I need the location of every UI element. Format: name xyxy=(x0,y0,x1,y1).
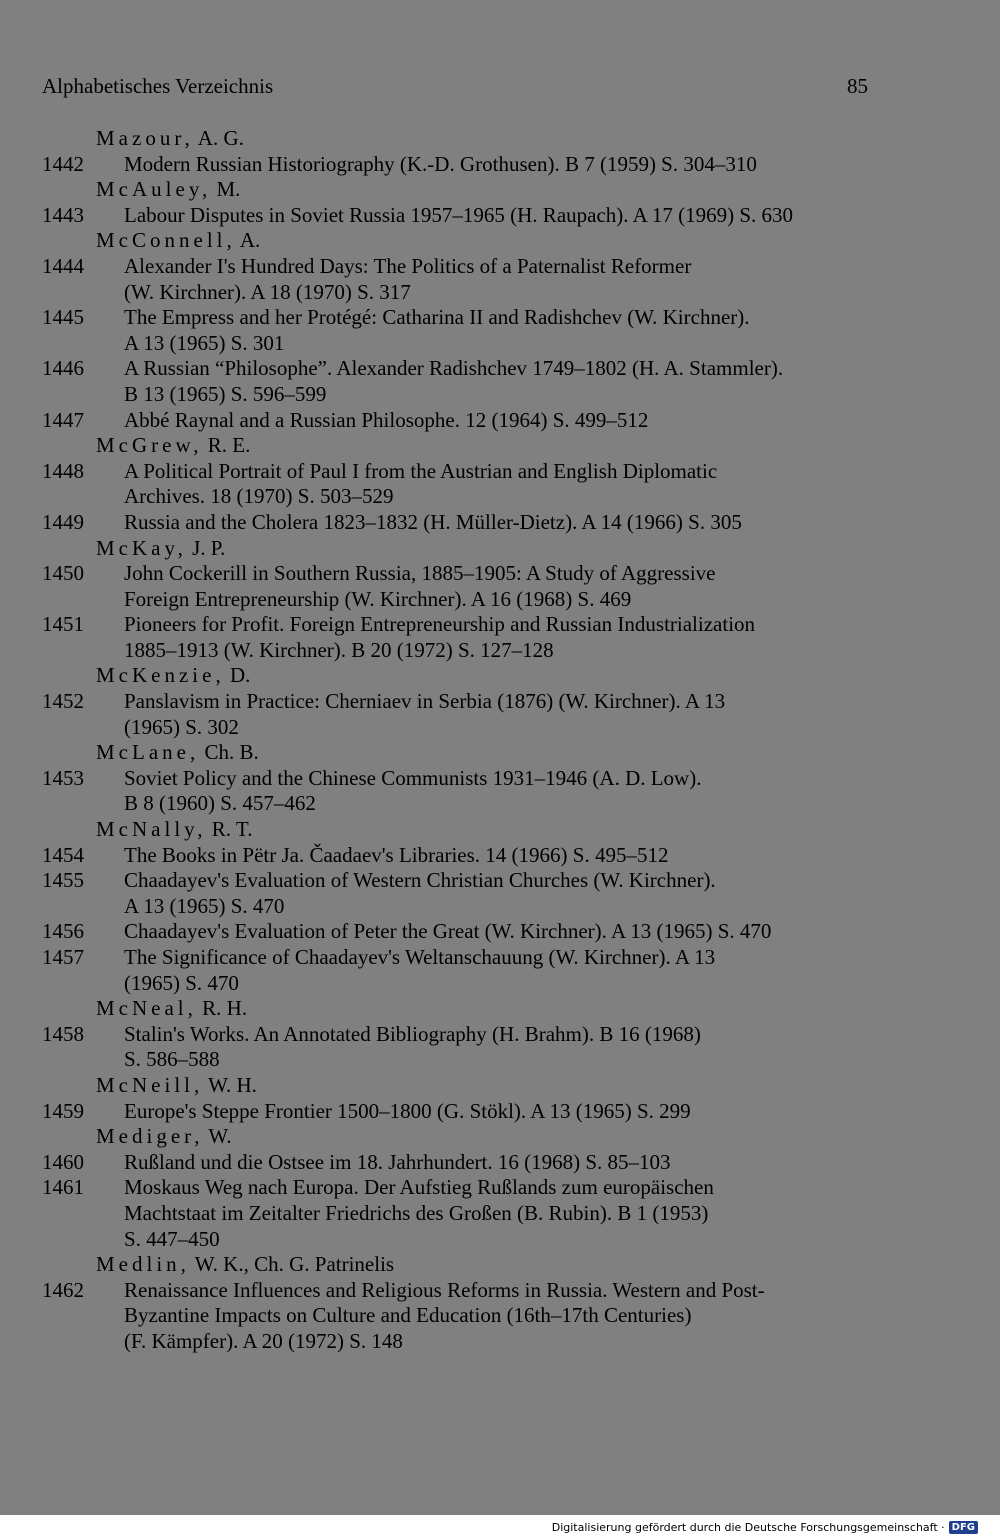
entry-continuation xyxy=(42,484,902,510)
entry-text: (1965) S. 302 xyxy=(124,714,239,739)
entry-text: A Political Portrait of Paul I from the Austrian and English Diplomatic xyxy=(124,458,718,483)
entry-text: Soviet Policy and the Chinese Communists 1931–1946 (A. D. Low). xyxy=(124,765,702,790)
author-name: McLane, xyxy=(96,740,200,765)
author-heading xyxy=(42,996,902,1022)
page-title: Alphabetisches Verzeichnis xyxy=(42,74,274,98)
entry-line xyxy=(42,1022,902,1048)
entry-line xyxy=(42,305,902,331)
author-initials: Ch. B. xyxy=(199,740,259,765)
entry-continuation xyxy=(42,894,902,920)
entry-line xyxy=(42,203,902,229)
author-initials: W. xyxy=(203,1124,232,1149)
entry-text: Modern Russian Historiography (K.-D. Grothusen). B 7 (1959) S. 304–310 xyxy=(124,151,757,176)
entry-text: Machtstaat im Zeitalter Friedrichs des Großen (B. Rubin). B 1 (1953) xyxy=(124,1200,709,1225)
author-heading xyxy=(42,126,902,152)
entry-line xyxy=(42,152,902,178)
entry-text: Europe's Steppe Frontier 1500–1800 (G. Stökl). A 13 (1965) S. 299 xyxy=(124,1098,691,1123)
entry-line xyxy=(42,510,902,536)
entry-number: 1454 xyxy=(42,842,84,867)
entry-text: B 13 (1965) S. 596–599 xyxy=(124,381,327,406)
author-name: Mediger, xyxy=(96,1124,204,1149)
entry-number: 1460 xyxy=(42,1149,84,1174)
entry-text: Moskaus Weg nach Europa. Der Aufstieg Rußlands zum europäischen xyxy=(124,1175,714,1200)
entry-text: The Books in Pëtr Ja. Čaadaev's Libraries. 14 (1966) S. 495–512 xyxy=(124,842,669,867)
entry-text: Panslavism in Practice: Cherniaev in Serbia (1876) (W. Kirchner). A 13 xyxy=(124,689,726,714)
author-initials: R. T. xyxy=(206,817,253,842)
entry-number: 1452 xyxy=(42,689,84,714)
entry-number: 1443 xyxy=(42,202,84,227)
author-initials: W. H. xyxy=(203,1072,257,1097)
author-name: McNally, xyxy=(96,817,207,842)
author-name: McGrew, xyxy=(96,433,203,458)
entry-number: 1462 xyxy=(42,1277,84,1302)
entry-continuation xyxy=(42,587,902,613)
entry-number: 1455 xyxy=(42,868,84,893)
entry-line xyxy=(42,843,902,869)
footer-credit xyxy=(552,1521,978,1534)
entry-text: Russia and the Cholera 1823–1832 (H. Müller-Dietz). A 14 (1966) S. 305 xyxy=(124,509,742,534)
author-heading xyxy=(42,1073,902,1099)
entry-number: 1448 xyxy=(42,458,84,483)
author-name: Medlin, xyxy=(96,1252,190,1277)
entry-text: Renaissance Influences and Religious Reforms in Russia. Western and Post- xyxy=(124,1277,765,1302)
entry-number: 1444 xyxy=(42,253,84,278)
entry-text: A 13 (1965) S. 301 xyxy=(124,330,285,355)
author-heading xyxy=(42,228,902,254)
entry-text: B 8 (1960) S. 457–462 xyxy=(124,791,316,816)
entry-line xyxy=(42,459,902,485)
entry-text: Stalin's Works. An Annotated Bibliography (H. Brahm). B 16 (1968) xyxy=(124,1021,701,1046)
author-heading xyxy=(42,1252,902,1278)
entry-line xyxy=(42,561,902,587)
author-initials: R. H. xyxy=(196,996,248,1021)
author-name: McKenzie, xyxy=(96,663,225,688)
entry-line xyxy=(42,1150,902,1176)
entry-text: (1965) S. 470 xyxy=(124,970,239,995)
entry-number: 1449 xyxy=(42,509,84,534)
bibliography-list xyxy=(42,126,902,1355)
author-name: McNeal, xyxy=(96,996,197,1021)
entry-text: The Empress and her Protégé: Catharina II and Radishchev (W. Kirchner). xyxy=(124,305,750,330)
entry-continuation xyxy=(42,382,902,408)
author-initials: A. G. xyxy=(193,126,244,150)
entry-text: Foreign Entrepreneurship (W. Kirchner). A 16 (1968) S. 469 xyxy=(124,586,632,611)
author-initials: R. E. xyxy=(202,433,251,458)
author-initials: D. xyxy=(224,663,251,688)
entry-line xyxy=(42,1175,902,1201)
entry-text: S. 447–450 xyxy=(124,1226,220,1251)
author-initials: J. P. xyxy=(186,535,226,560)
entry-continuation xyxy=(42,331,902,357)
entry-continuation xyxy=(42,791,902,817)
entry-text: S. 586–588 xyxy=(124,1047,220,1072)
entry-line xyxy=(42,1278,902,1304)
author-heading xyxy=(42,1124,902,1150)
entry-text: Byzantine Impacts on Culture and Education (16th–17th Centuries) xyxy=(124,1303,692,1328)
author-heading xyxy=(42,177,902,203)
entry-number: 1446 xyxy=(42,356,84,381)
entry-text: A 13 (1965) S. 470 xyxy=(124,893,285,918)
entry-text: John Cockerill in Southern Russia, 1885–1905: A Study of Aggressive xyxy=(124,561,716,586)
author-heading xyxy=(42,536,902,562)
entry-continuation xyxy=(42,1201,902,1227)
entry-number: 1461 xyxy=(42,1175,84,1200)
author-name: Mazour, xyxy=(96,126,194,150)
entry-line xyxy=(42,868,902,894)
page-number: 85 xyxy=(847,74,868,98)
entry-text: Alexander I's Hundred Days: The Politics of a Paternalist Reformer xyxy=(124,253,692,278)
entry-text: Chaadayev's Evaluation of Peter the Great (W. Kirchner). A 13 (1965) S. 470 xyxy=(124,919,772,944)
entry-number: 1453 xyxy=(42,765,84,790)
entry-number: 1459 xyxy=(42,1098,84,1123)
author-name: McKay, xyxy=(96,535,187,560)
author-heading xyxy=(42,817,902,843)
entry-text: The Significance of Chaadayev's Weltanschauung (W. Kirchner). A 13 xyxy=(124,945,716,969)
entry-line xyxy=(42,254,902,280)
author-initials: A. xyxy=(235,228,261,253)
entry-line xyxy=(42,356,902,382)
entry-number: 1451 xyxy=(42,612,84,637)
dfg-logo: DFG xyxy=(949,1521,978,1534)
entry-text: Archives. 18 (1970) S. 503–529 xyxy=(124,484,394,509)
entry-line xyxy=(42,766,902,792)
entry-continuation xyxy=(42,715,902,741)
running-head xyxy=(42,74,868,99)
entry-text: Chaadayev's Evaluation of Western Christian Churches (W. Kirchner). xyxy=(124,868,716,893)
entry-continuation xyxy=(42,638,902,664)
footer-text: Digitalisierung gefördert durch die Deutsche Forschungsgemeinschaft · xyxy=(551,1521,945,1534)
entry-number: 1442 xyxy=(42,151,84,176)
entry-text: Rußland und die Ostsee im 18. Jahrhundert. 16 (1968) S. 85–103 xyxy=(124,1149,671,1174)
entry-number: 1447 xyxy=(42,407,84,432)
author-heading xyxy=(42,433,902,459)
entry-continuation xyxy=(42,1227,902,1253)
entry-number: 1450 xyxy=(42,561,84,586)
entry-line xyxy=(42,945,902,971)
entry-line xyxy=(42,408,902,434)
entry-text: Labour Disputes in Soviet Russia 1957–1965 (H. Raupach). A 17 (1969) S. 630 xyxy=(124,202,794,227)
entry-text: Abbé Raynal and a Russian Philosophe. 12 (1964) S. 499–512 xyxy=(124,407,649,432)
entry-line xyxy=(42,689,902,715)
entry-number: 1445 xyxy=(42,305,84,330)
entry-line xyxy=(42,612,902,638)
entry-text: (F. Kämpfer). A 20 (1972) S. 148 xyxy=(124,1328,403,1353)
entry-number: 1457 xyxy=(42,945,84,969)
entry-text: A Russian “Philosophe”. Alexander Radishchev 1749–1802 (H. A. Stammler). xyxy=(124,356,784,381)
author-name: McNeill, xyxy=(96,1072,204,1097)
author-heading xyxy=(42,663,902,689)
entry-continuation xyxy=(42,971,902,997)
entry-continuation xyxy=(42,1303,902,1329)
entry-text: 1885–1913 (W. Kirchner). B 20 (1972) S. 127–128 xyxy=(124,637,554,662)
author-name: McConnell, xyxy=(96,228,236,253)
entry-text: (W. Kirchner). A 18 (1970) S. 317 xyxy=(124,279,411,304)
author-initials: M. xyxy=(211,177,241,202)
author-heading xyxy=(42,740,902,766)
author-initials: W. K., Ch. G. Patrinelis xyxy=(189,1252,395,1277)
entry-number: 1458 xyxy=(42,1021,84,1046)
author-name: McAuley, xyxy=(96,177,212,202)
entry-continuation xyxy=(42,1329,902,1355)
entry-line xyxy=(42,919,902,945)
entry-text: Pioneers for Profit. Foreign Entrepreneurship and Russian Industrialization xyxy=(124,612,756,637)
entry-continuation xyxy=(42,1047,902,1073)
entry-continuation xyxy=(42,280,902,306)
entry-line xyxy=(42,1099,902,1125)
entry-number: 1456 xyxy=(42,919,84,944)
